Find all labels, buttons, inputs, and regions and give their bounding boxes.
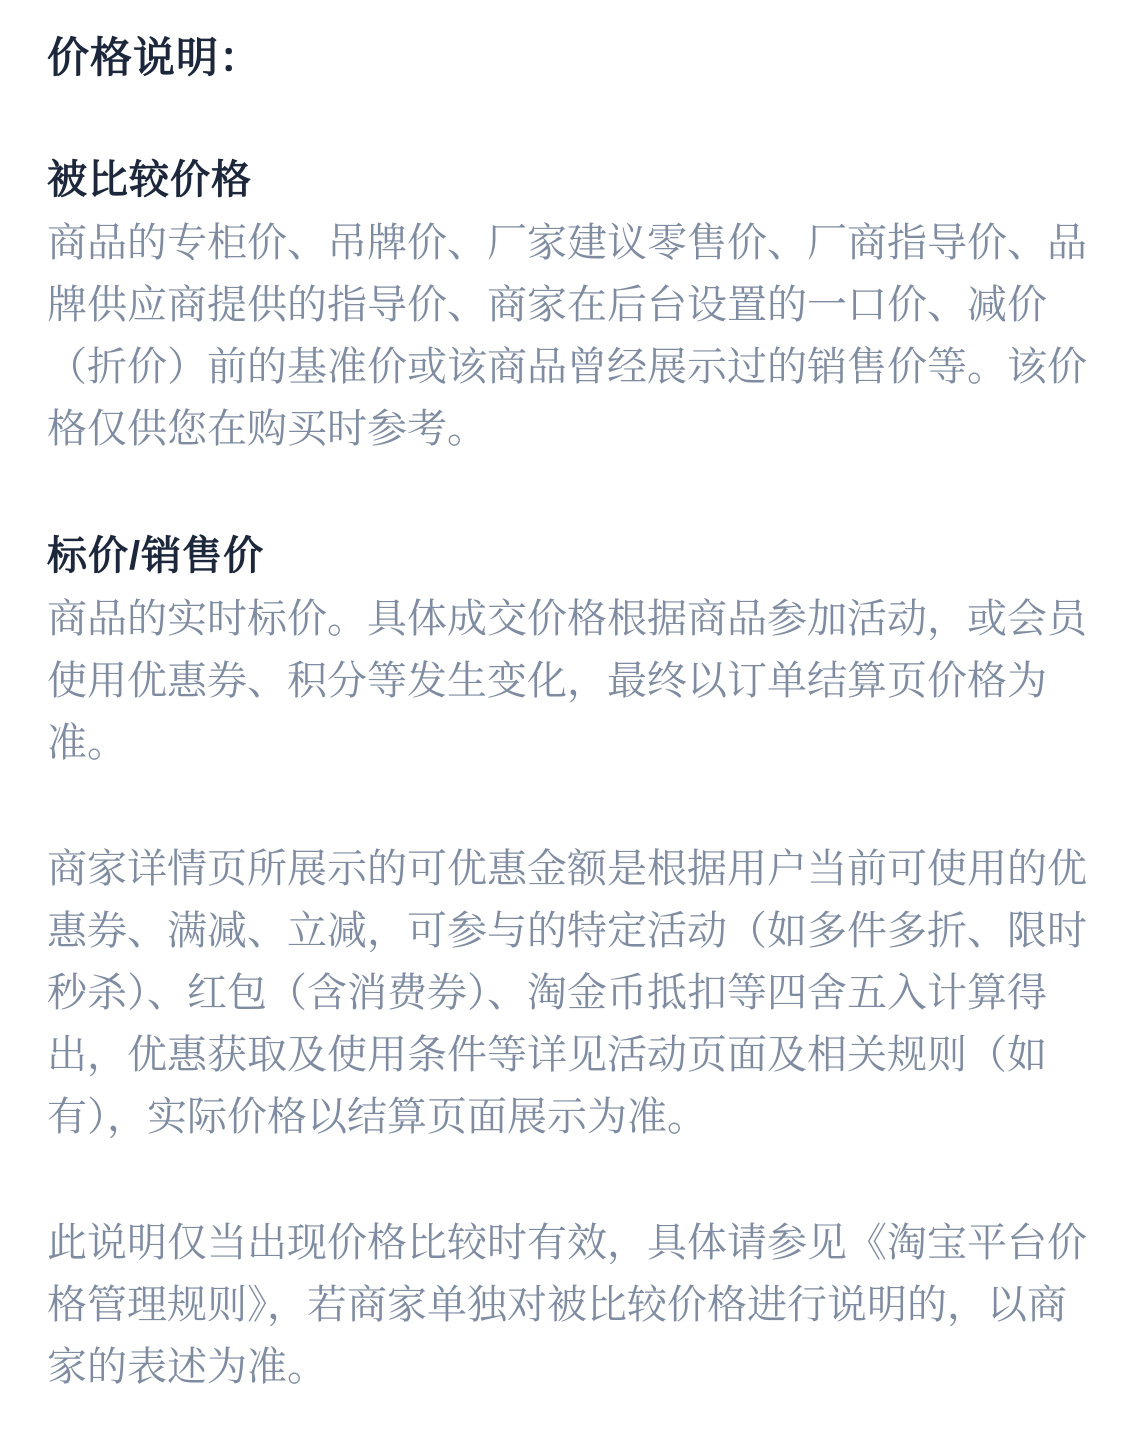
list-price-heading: 标价/销售价 [47,534,265,578]
list-price-body: 商品的实时标价。具体成交价格根据商品参加活动，或会员使用优惠券、积分等发生变化，最终以订单结算页价格为准。 [47,597,1087,765]
validity-note-body: 此说明仅当出现价格比较时有效，具体请参见《淘宝平台价格管理规则》，若商家单独对被比较价格进行说明的，以商家的表述为准。 [47,1221,1087,1389]
section-list-price [47,524,1088,774]
compared-price-heading: 被比较价格 [47,158,252,202]
section-validity-note [47,1212,1088,1398]
page-title: 价格说明： [47,34,263,81]
discount-amount-note-body: 商家详情页所展示的可优惠金额是根据用户当前可使用的优惠券、满减、立减，可参与的特定活动（如多件多折、限时秒杀）、红包（含消费券）、淘金币抵扣等四舍五入计算得出，优惠获取及使用条件等详见活动页面及相关规则（如有），实际价格以结算页面展示为准。 [47,847,1087,1139]
section-compared-price [47,148,1088,460]
compared-price-body: 商品的专柜价、吊牌价、厂家建议零售价、厂商指导价、品牌供应商提供的指导价、商家在后台设置的一口价、减价（折价）前的基准价或该商品曾经展示过的销售价等。该价格仅供您在购买时参考。 [47,221,1087,451]
section-discount-amount-note [47,838,1088,1148]
